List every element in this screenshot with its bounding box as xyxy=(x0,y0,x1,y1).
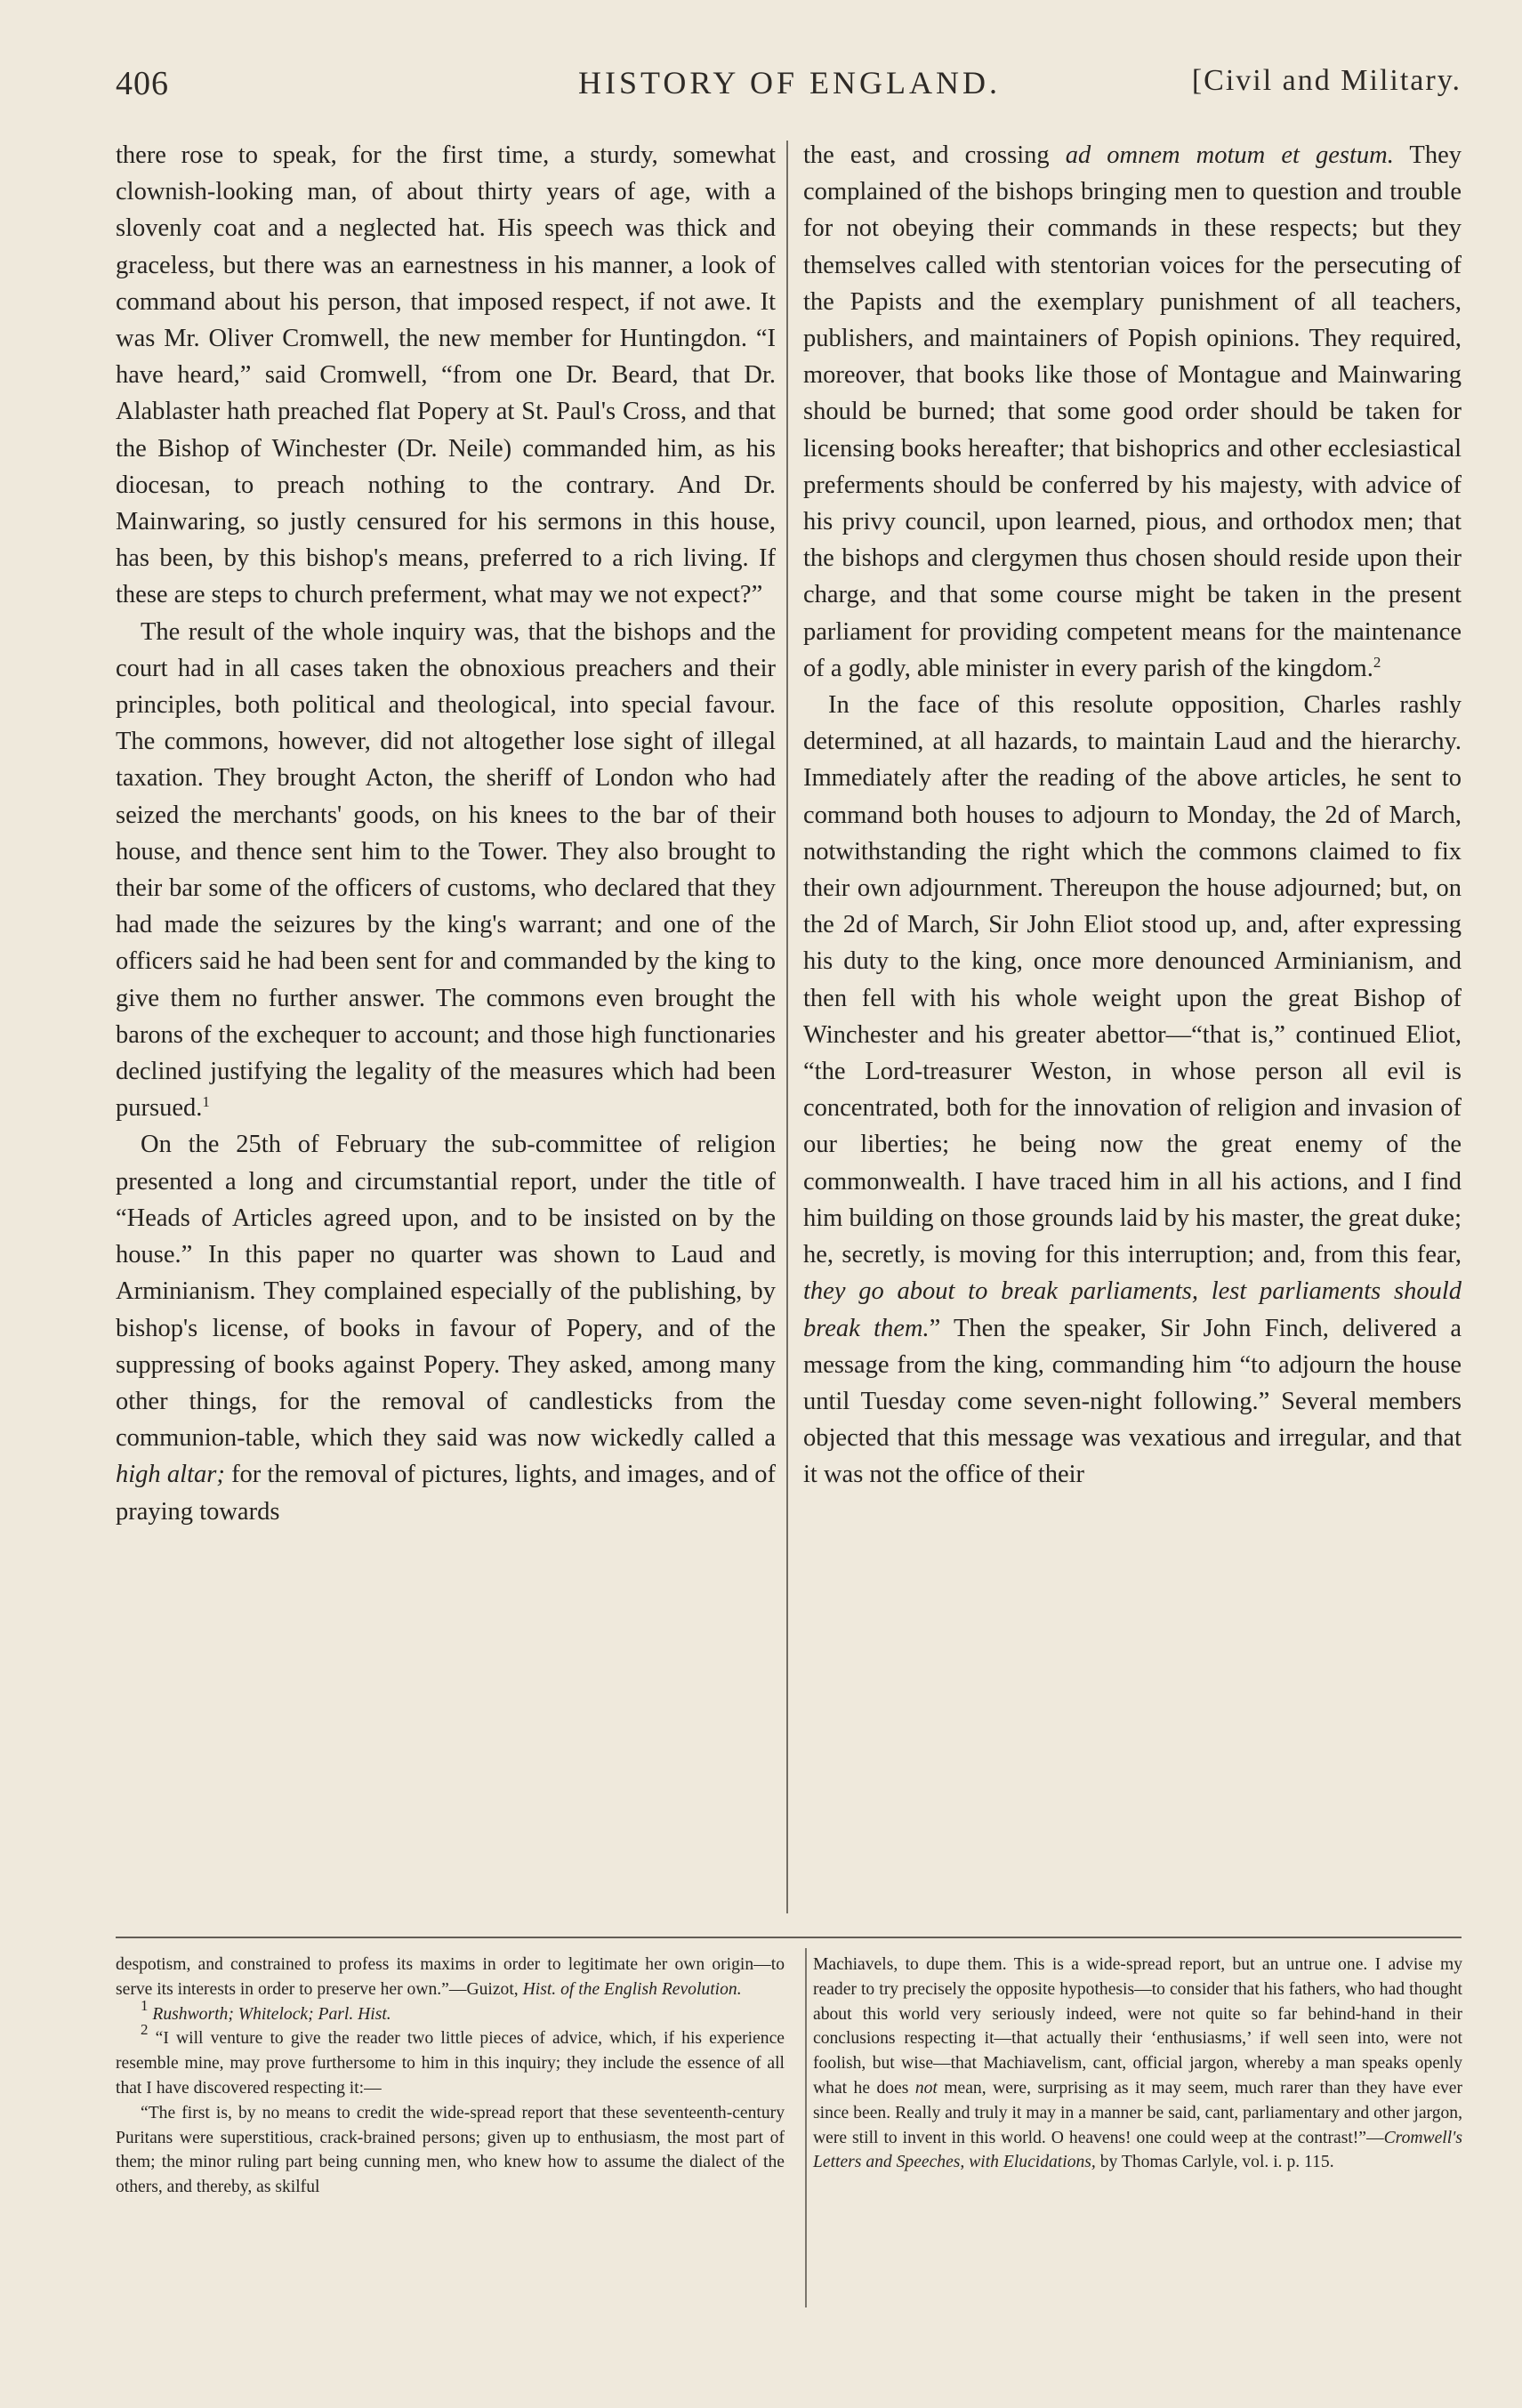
paragraph: The result of the whole inquiry was, that the bishops and the court had in all cases taken the obnoxious preachers and their principles, both political and theological, into special favour. The commons, however, did not altogether lose sight of illegal taxation. They brought Acton, the sheriff of London who had seized the merchants' goods, on his knees to the bar of their house, and thence sent him to the Tower. They also brought to their bar some of the officers of customs, who declared that they had made the seizures by the king's warrant; and one of the officers said he had been sent for and commanded by the king to give them no further answer. The commons even brought the barons of the exchequer to account; and those high functionaries declined justifying the legality of the measures which had been pursued.$^1$ xyxy=(116,617,776,1123)
left-column xyxy=(116,137,776,1530)
column-divider xyxy=(786,141,788,1913)
right-column xyxy=(803,137,1462,1494)
paragraph: the east, and crossing ad omnem motum et gestum. They complained of the bishops bringing men to question and trouble for not obeying their commands in these respects; but they themselves called with stentorian voices for the persecuting of the Papists and the exemplary punishment of all teachers, publishers, and maintainers of Popish opinions. They required, moreover, that books like those of Montague and Mainwaring should be burned; that some good order should be taken for licensing books hereafter; that bishoprics and other ecclesiastical preferments should be conferred by his majesty, with advice of his privy council, upon learned, pious, and orthodox men; that the bishops and clergymen thus chosen should reside upon their charge, and that some course might be taken in the present parliament for providing competent means for the maintenance of a godly, able minister in every parish of the kingdom.$^2$ xyxy=(803,141,1462,682)
footnote: despotism, and constrained to profess its maxims in order to legitimate her own origin—to serve its interests in order to preserve her own.”—Guizot, Hist. of the English Revolution. xyxy=(116,1955,785,1999)
running-title: HISTORY OF ENGLAND. xyxy=(578,65,1002,101)
paragraph: In the face of this resolute opposition, Charles rashly determined, at all hazards, to maintain Laud and the hierarchy. Immediately after the reading of the above articles, he sent to command both houses to adjourn to Monday, the 2d of March, notwithstanding the right which the commons claimed to fix their own adjournment. Thereupon the house adjourned; but, on the 2d of March, Sir John Eliot stood up, and, after expressing his duty to the king, once more denounced Arminianism, and then fell with his whole weight upon the great Bishop of Winchester and his greater abettor—“that is,” continued Eliot, “the Lord-treasurer Weston, in whose person all evil is concentrated, both for the innovation of religion and invasion of our liberties; he being now the great enemy of the commonwealth. I have traced him in all his actions, and I find him building on those grounds laid by his master, the great duke; he, secretly, is moving for this interruption; and, from this fear, they go about to break parliaments, lest parliaments should break them.” Then the speaker, Sir John Finch, delivered a message from the king, commanding him “to adjourn the house until Tuesday come seven-night following.” Several members objected that this message was vexatious and irregular, and that it was not the office of their xyxy=(803,691,1462,1489)
paragraph: On the 25th of February the sub-committee of religion presented a long and circumstantial report, under the title of “Heads of Articles agreed upon, and to be insisted on by the house.” In this paper no quarter was shown to Laud and Arminianism. They complained especially of the publishing, by bishop's license, of books in favour of Popery, and of the suppressing of books against Popery. They asked, among many other things, for the removal of candlesticks from the communion-table, which they said was now wickedly called a high altar; for the removal of pictures, lights, and images, and of praying towards xyxy=(116,1131,777,1526)
footnote-column-divider xyxy=(805,1948,807,2307)
footnote: $^2$ “I will venture to give the reader two little pieces of advice, which, if his experience resemble mine, may prove furthersome to him in this inquiry; they include the essence of all that I have discovered respecting it:— xyxy=(116,2021,785,2098)
paragraph: there rose to speak, for the first time, a sturdy, somewhat clownish-looking man, of about thirty years of age, with a slovenly coat and a neglected hat. His speech was thick and graceless, but there was an earnestness in his manner, a look of command about his person, that imposed respect, if not awe. It was Mr. Oliver Cromwell, the new member for Huntingdon. “I have heard,” said Cromwell, “from one Dr. Beard, that Dr. Alablaster hath preached flat Popery at St. Paul's Cross, and that the Bishop of Winchester (Dr. Neile) commanded him, as his diocesan, to preach nothing to the contrary. And Dr. Mainwaring, so justly censured for his sermons in this house, has been, by this bishop's means, preferred to a rich living. If these are steps to church preferment, what may we not expect?” xyxy=(116,141,776,609)
footnote-divider xyxy=(116,1937,1462,1938)
footnote: “The first is, by no means to credit the wide-spread report that these seventeenth-century Puritans were superstitious, crack-brained persons; given up to enthusiasm, the most part of them; the minor ruling part being cunning men, who knew how to assume the dialect of the others, and thereby, as skilful xyxy=(116,2103,785,2197)
footnotes-left xyxy=(116,1953,785,2200)
page-number: 406 xyxy=(116,65,169,102)
footnotes-right xyxy=(813,1953,1462,2175)
footnote: $^1$ Rushworth; Whitelock; Parl. Hist. xyxy=(141,1996,391,2024)
footnote-marker: 1 xyxy=(202,1093,210,1111)
page-header xyxy=(116,64,1462,117)
section-title: [Civil and Military. xyxy=(1191,64,1462,97)
footnote-marker: 2 xyxy=(1373,653,1381,671)
footnote: Machiavels, to dupe them. This is a wide-spread report, but an untrue one. I advise my reader to try precisely the opposite hypothesis—to consider that his fathers, who had thought about this world very seriously indeed, were not quite so far behind-hand in their conclusions respecting it—that actually their ‘enthusiasms,’ if well seen into, were not foolish, but wise—that Machiavelism, cant, official jargon, whereby a man speaks openly what he does not mean, were, surprising as it may seem, much rarer than they have ever since been. Really and truly it may in a manner be said, cant, parliamentary and other jargon, were still to invent in this world. O heavens! one could weep at the contrast!”—Cromwell's Letters and Speeches, with Elucidations, by Thomas Carlyle, vol. i. p. 115. xyxy=(813,1955,1462,2172)
